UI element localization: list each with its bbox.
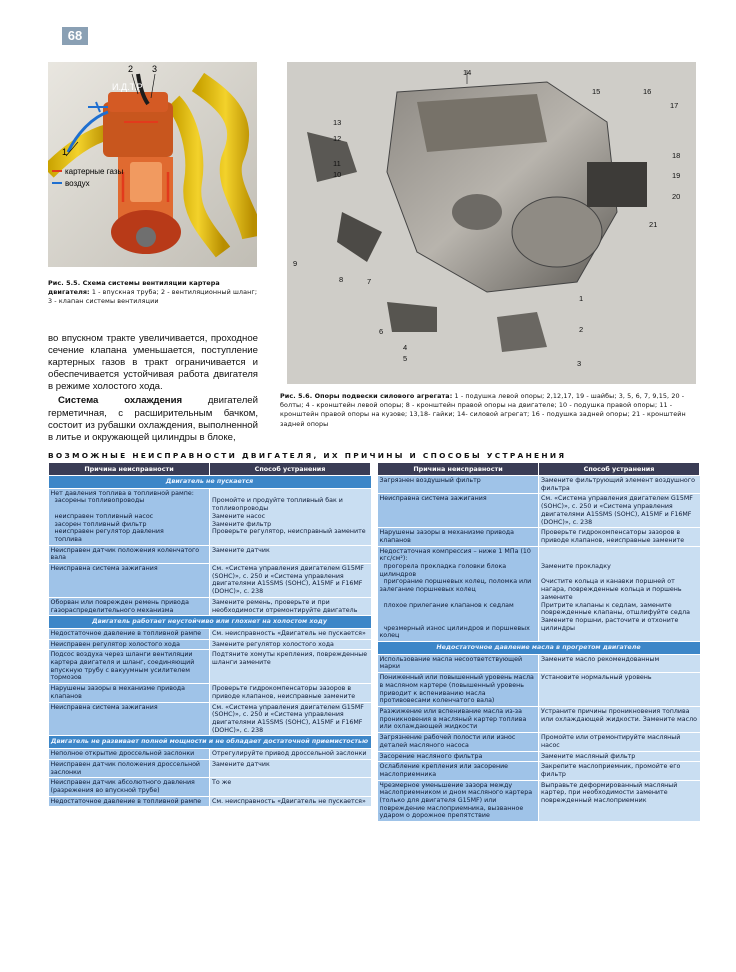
left-header-cause: Причина неисправности [49, 463, 210, 476]
cause-cell: Неисправна система зажигания [378, 494, 539, 528]
table-row [378, 733, 700, 751]
table-row [378, 546, 700, 641]
body-paragraph-2-text: двигателей герметичная, с расширительным бачком, состоит из рубашки охлаждения, выполненной в литье и окружающей цилиндры в блоке, [48, 395, 258, 443]
fig56-num-21: 21 [649, 220, 658, 229]
fig56-num-11: 11 [333, 159, 341, 168]
fig56-num-9: 9 [293, 259, 298, 268]
table-row [378, 528, 700, 546]
table-row [49, 597, 371, 615]
cause-cell: Чрезмерное уменьшение зазора между маслоприемником и дном масляного картера (только для двигателя G15MF) или повреждение маслоприемника, вызванное ударом о дорожное препятствие [378, 780, 539, 822]
cause-cell: Загрязнение рабочей полости или износ деталей масляного насоса [378, 733, 539, 751]
fig56-num-2: 2 [579, 325, 584, 334]
table-row [49, 639, 371, 650]
table-row [49, 545, 371, 563]
remedy-cell: Замените фильтрующий элемент воздушного фильтра [539, 476, 700, 494]
table-row [49, 796, 371, 807]
fig56-num-16: 16 [643, 87, 652, 96]
remedy-cell: Замените масляный фильтр [539, 751, 700, 762]
table-row [49, 650, 371, 684]
fig55-caption [48, 279, 258, 307]
fig56-num-12: 12 [333, 134, 342, 143]
fig55-caption-text: 1 - впускная труба; 2 - вентиляционный шланг; 3 - клапан системы вентиляции [48, 288, 258, 306]
remedy-cell: См. «Система управления двигателем G15MF (SOHC)», с. 250 и «Система управления двигателями A15SMS (SOHC), A15MF и F16MF (DOHC)», с. 238 [210, 702, 371, 736]
fig56-num-14: 14 [463, 68, 472, 77]
remedy-cell: Устраните причины проникновения топлива или охлаждающей жидкости. Замените масло [539, 706, 700, 732]
table-row [378, 673, 700, 707]
fig56-num-19: 19 [672, 171, 681, 180]
remedy-cell: Отрегулируйте привод дроссельной заслонки [210, 749, 371, 760]
remedy-cell: Проверьте гидрокомпенсаторы зазоров в приводе клапанов, неисправные замените [210, 684, 371, 702]
remedy-cell: Замените датчик [210, 545, 371, 563]
group-unstable-idle: Двигатель работает неустойчиво или глохнет на холостом ходу [49, 616, 371, 629]
fig56-num-13: 13 [333, 118, 342, 127]
table-row [378, 654, 700, 672]
right-fault-table [377, 462, 700, 822]
fig56-num-20: 20 [672, 192, 681, 201]
cause-cell: Неисправен регулятор холостого хода [49, 639, 210, 650]
remedy-cell: Закрепите маслоприемник, промойте его фильтр [539, 762, 700, 780]
cause-cell: Пониженный или повышенный уровень масла в масляном картере (повышенный уровень приводит к вспениванию масла противовесами коленчатого вала) [378, 673, 539, 707]
fig56-num-17: 17 [670, 101, 679, 110]
fig56-num-10: 10 [333, 170, 342, 179]
table-row [378, 476, 700, 494]
table-row [378, 706, 700, 732]
remedy-cell: Замените регулятор холостого хода [210, 639, 371, 650]
cause-cell: Неисправна система зажигания [49, 702, 210, 736]
fig56-num-7: 7 [367, 277, 372, 286]
left-header-remedy: Способ устранения [210, 463, 371, 476]
table-row [49, 749, 371, 760]
cause-cell: Неисправен датчик абсолютного давления (разрежения во впускной трубе) [49, 778, 210, 796]
table-row [378, 762, 700, 780]
figure-engine-mounts [287, 62, 696, 384]
fig56-num-15: 15 [592, 87, 601, 96]
crankcase-ventilation-diagram [48, 62, 257, 267]
right-header-cause: Причина неисправности [378, 463, 539, 476]
fig56-num-1: 1 [579, 294, 584, 303]
fig56-num-5: 5 [403, 354, 408, 363]
remedy-cell: Замените прокладку Очистите кольца и канавки поршней от нагара, поврежденные кольца и поршень замените Притрите клапаны к седлам, замените поврежденные клапаны, отшлифуйте седла Замените поршни, расточите и отхоните цилиндры [539, 546, 700, 641]
cause-cell: Засорение масляного фильтра [378, 751, 539, 762]
cause-cell: Неисправна система зажигания [49, 564, 210, 598]
table-row [49, 628, 371, 639]
fig55-label-1: 1 [62, 147, 68, 157]
table-row [49, 778, 371, 796]
group-low-power: Двигатель не развивает полной мощности и не обладает достаточной приемистостью [49, 736, 371, 749]
remedy-cell: Замените ремень, проверьте и при необходимости отремонтируйте двигатель [210, 597, 371, 615]
group-low-oil-pressure: Недостаточное давление масла в прогретом двигателе [378, 642, 700, 655]
engine-marking-text: И.Д.Т.Р [112, 82, 143, 92]
remedy-cell: Замените датчик [210, 759, 371, 777]
cause-cell: Загрязнен воздушный фильтр [378, 476, 539, 494]
fig56-num-8: 8 [339, 275, 344, 284]
cause-cell: Нарушены зазоры в механизме привода клапанов [49, 684, 210, 702]
cause-cell: Недостаточная компрессия – ниже 1 МПа (10 кгс/см²): прогорела прокладка головки блока цилиндров пригорание поршневых колец, поломка или залегание поршневых колец плохое прилегание клапанов к седлам чрезмерный износ цилиндров и поршневых колец [378, 546, 539, 641]
fig56-num-18: 18 [672, 151, 681, 160]
figure-crankcase-ventilation [48, 62, 257, 267]
page-number: 68 [62, 27, 88, 45]
table-row [49, 702, 371, 736]
fig56-caption [280, 392, 700, 429]
remedy-cell: Замените масло рекомендованным [539, 654, 700, 672]
cause-cell: Использование масла несоответствующей марки [378, 654, 539, 672]
section-title: ВОЗМОЖНЫЕ НЕИСПРАВНОСТИ ДВИГАТЕЛЯ, ИХ ПРИЧИНЫ И СПОСОБЫ УСТРАНЕНИЯ [48, 451, 567, 460]
cause-cell: Нарушены зазоры в механизме привода клапанов [378, 528, 539, 546]
cause-cell: Неисправен датчик положения дроссельной заслонки [49, 759, 210, 777]
table-row [378, 780, 700, 822]
fig56-num-6: 6 [379, 327, 384, 336]
body-term-cooling: Система охлаждения [58, 395, 183, 407]
remedy-cell: То же [210, 778, 371, 796]
fig56-num-3: 3 [577, 359, 582, 368]
table-row [49, 759, 371, 777]
table-row [378, 494, 700, 528]
remedy-cell: Проверьте гидрокомпенсаторы зазоров в приводе клапанов, неисправные замените [539, 528, 700, 546]
table-row [49, 684, 371, 702]
cause-cell: Неполное открытие дроссельной заслонки [49, 749, 210, 760]
remedy-cell: Промойте и продуйте топливный бак и топливопроводы Замените насос Замените фильтр Проверьте регулятор, неисправный замените [210, 488, 371, 545]
fig55-caption-title: Рис. 5.5. Схема системы вентиляции картера двигателя: [48, 279, 220, 297]
table-row [49, 488, 371, 545]
legend-air: воздух [65, 179, 90, 188]
remedy-cell: Промойте или отремонтируйте масляный насос [539, 733, 700, 751]
fig56-caption-text: 1 - подушка левой опоры; 2,12,17, 19 - шайбы; 3, 5, 6, 7, 9,15, 20 - болты; 4 - кронштейн левой опоры; 8 - кронштейн правой опоры на двигателе; 10 - подушка правой опоры; 11 - кронштейн правой опоры на кузове; 13,18- гайки; 14- силовой агрегат; 16 - подушка задней опоры; 21 - кронштейн задней опоры [280, 392, 686, 428]
remedy-cell: См. «Система управления двигателем G15MF (SOHC)», с. 250 и «Система управления двигателями A15SMS (SOHC), A15MF и F16MF (DOHC)», с. 238 [210, 564, 371, 598]
table-row [378, 751, 700, 762]
body-paragraph-2 [48, 395, 258, 443]
fig56-caption-title: Рис. 5.6. Опоры подвески силового агрегата: [280, 392, 453, 400]
left-fault-table [48, 462, 371, 807]
remedy-cell: См. неисправность «Двигатель не пускается» [210, 796, 371, 807]
cause-cell: Нет давления топлива в топливной рампе: засорены топливопроводы неисправен топливный насос засорен топливный фильтр неисправен регулятор давления топлива [49, 488, 210, 545]
remedy-cell: Выправьте деформированный масляный картер, при необходимости замените поврежденный маслоприемник [539, 780, 700, 822]
fig56-num-4: 4 [403, 343, 408, 352]
remedy-cell: См. «Система управления двигателем G15MF (SOHC)», с. 250 и «Система управления двигателями A15SMS (SOHC), A15MF и F16MF (DOHC)», с. 238 [539, 494, 700, 528]
cause-cell: Разжижение или вспенивание масла из-за проникновения в масляный картер топлива или охлаждающей жидкости [378, 706, 539, 732]
right-header-remedy: Способ устранения [539, 463, 700, 476]
remedy-cell: Подтяните хомуты крепления, поврежденные шланги замените [210, 650, 371, 684]
fig55-label-3: 3 [152, 64, 158, 74]
remedy-cell: См. неисправность «Двигатель не пускается» [210, 628, 371, 639]
table-row [49, 564, 371, 598]
cause-cell: Неисправен датчик положения коленчатого вала [49, 545, 210, 563]
body-text [48, 333, 258, 444]
fig55-label-2: 2 [128, 64, 134, 74]
engine-mounts-diagram [287, 62, 696, 384]
body-paragraph-1: во впускном тракте увеличивается, проходное сечение клапана уменьшается, поступление картерных газов в тракт ограничивается и обеспечивается устойчивая работа двигателя в режиме холостого хода. [48, 333, 258, 393]
group-no-start: Двигатель не пускается [49, 476, 371, 489]
remedy-cell: Установите нормальный уровень [539, 673, 700, 707]
cause-cell: Ослабление крепления или засорение маслоприемника [378, 762, 539, 780]
legend-gases: картерные газы [65, 167, 124, 176]
cause-cell: Подсос воздуха через шланги вентиляции картера двигателя и шланг, соединяющий впускную трубу с вакуумным усилителем тормозов [49, 650, 210, 684]
cause-cell: Оборван или поврежден ремень привода газораспределительного механизма [49, 597, 210, 615]
cause-cell: Недостаточное давление в топливной рампе [49, 796, 210, 807]
cause-cell: Недостаточное давление в топливной рампе [49, 628, 210, 639]
